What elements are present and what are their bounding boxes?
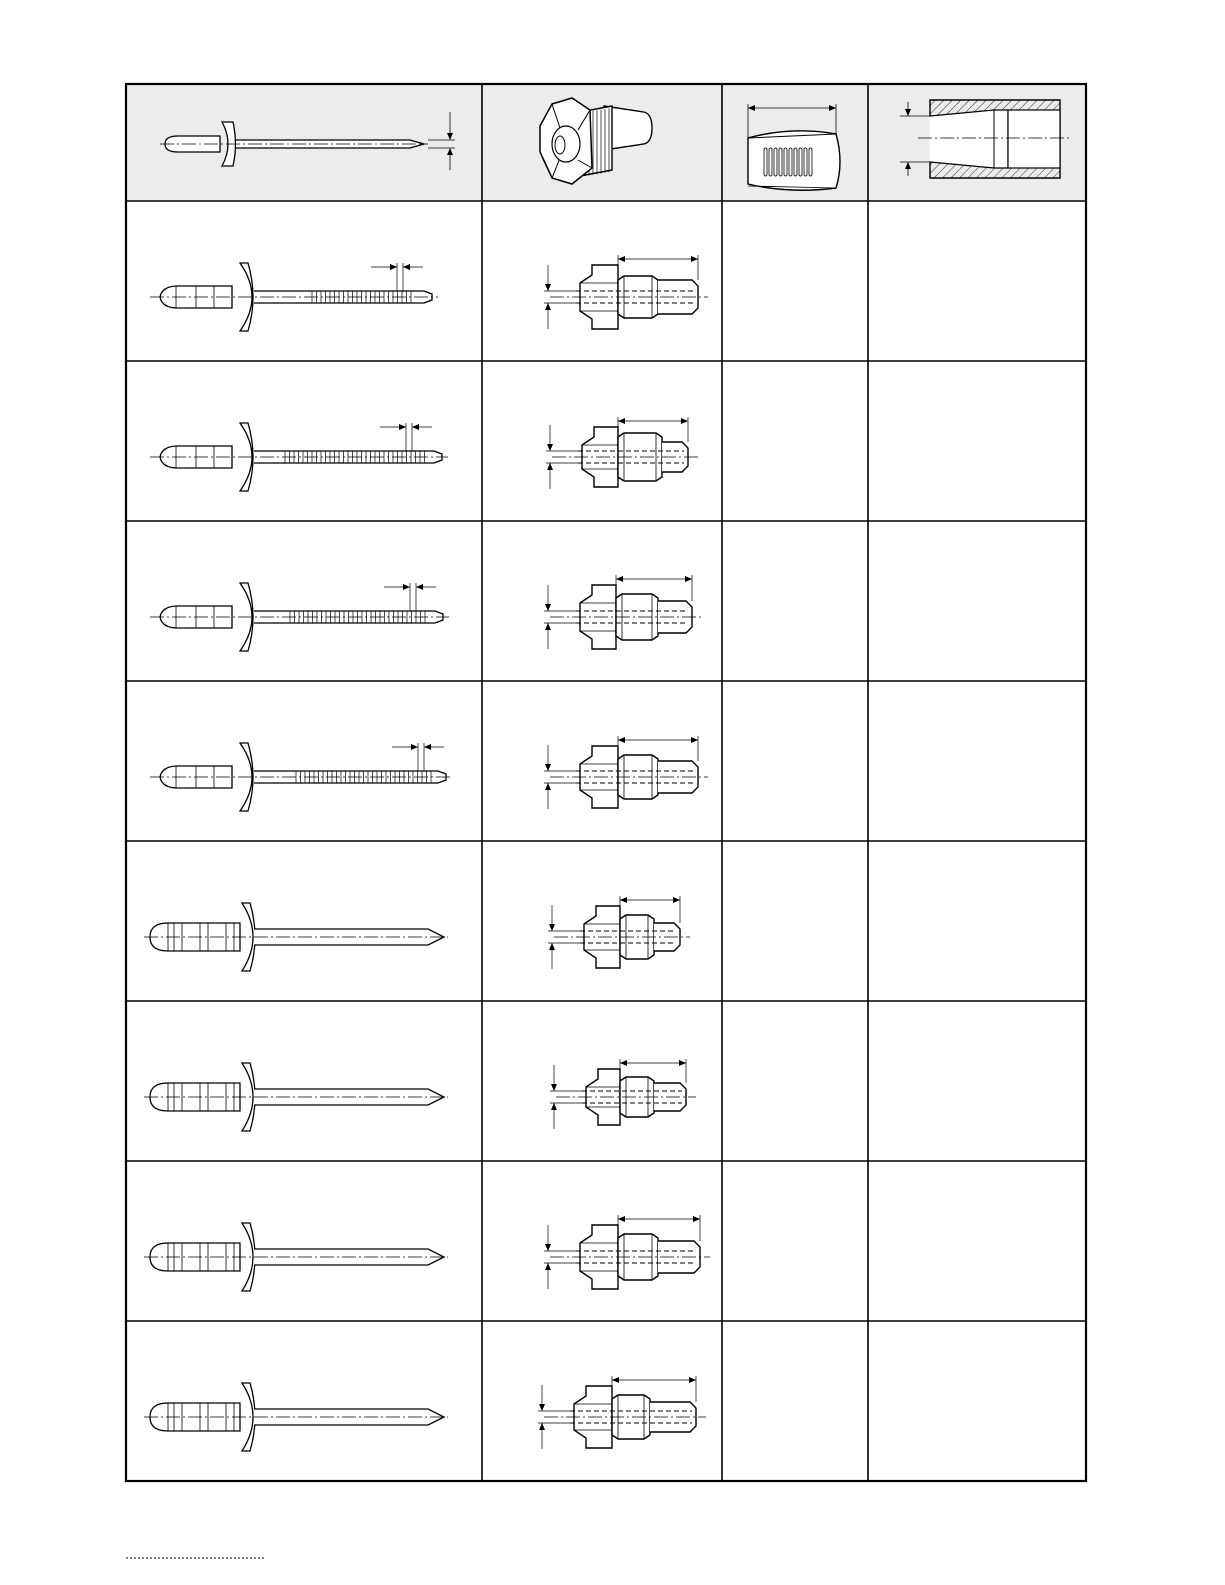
jaw-housing-cell xyxy=(870,363,1084,519)
jaw-housing-cell xyxy=(870,203,1084,359)
smooth-rivet-icon xyxy=(144,1223,448,1291)
jaw-housing-cell xyxy=(870,843,1084,999)
nosepiece-profile-icon xyxy=(538,1376,706,1449)
jaws-cell xyxy=(724,203,866,359)
jaw-housing-cell xyxy=(870,1003,1084,1159)
jaws-cell xyxy=(724,1163,866,1319)
table-row xyxy=(150,363,1084,519)
jaws-cell xyxy=(724,1323,866,1479)
nosepiece-profile-icon xyxy=(544,255,708,329)
table-row xyxy=(144,1323,1084,1479)
nosepiece-profile-icon xyxy=(546,417,698,489)
smooth-rivet-icon xyxy=(144,1383,448,1451)
table-row xyxy=(150,683,1084,839)
grooved-rivet-icon xyxy=(150,263,438,331)
jaws-cell xyxy=(724,523,866,679)
jaw-housing-cell xyxy=(870,523,1084,679)
jaws-cell xyxy=(724,683,866,839)
nosepiece-profile-icon xyxy=(548,896,690,969)
grooved-rivet-icon xyxy=(150,583,449,651)
smooth-rivet-icon xyxy=(144,1063,448,1131)
nosepiece-profile-icon xyxy=(550,1059,696,1129)
nosepiece-profile-icon xyxy=(544,736,708,809)
table-row xyxy=(144,1163,1084,1319)
jaw-housing-cell xyxy=(870,1163,1084,1319)
jaws-cell xyxy=(724,1003,866,1159)
table-row xyxy=(150,203,1084,359)
table-row xyxy=(150,523,1084,679)
table-row xyxy=(144,843,1084,999)
grooved-rivet-icon xyxy=(150,423,448,491)
jaws-cell xyxy=(724,363,866,519)
table-row xyxy=(144,1003,1084,1159)
jaws-cell xyxy=(724,843,866,999)
smooth-rivet-icon xyxy=(144,903,448,971)
grooved-rivet-icon xyxy=(150,743,452,811)
nosepiece-profile-icon xyxy=(544,1215,710,1289)
nosepiece-profile-icon xyxy=(544,575,702,649)
jaw-housing-cell xyxy=(870,1323,1084,1479)
jaw-housing-cell xyxy=(870,683,1084,839)
